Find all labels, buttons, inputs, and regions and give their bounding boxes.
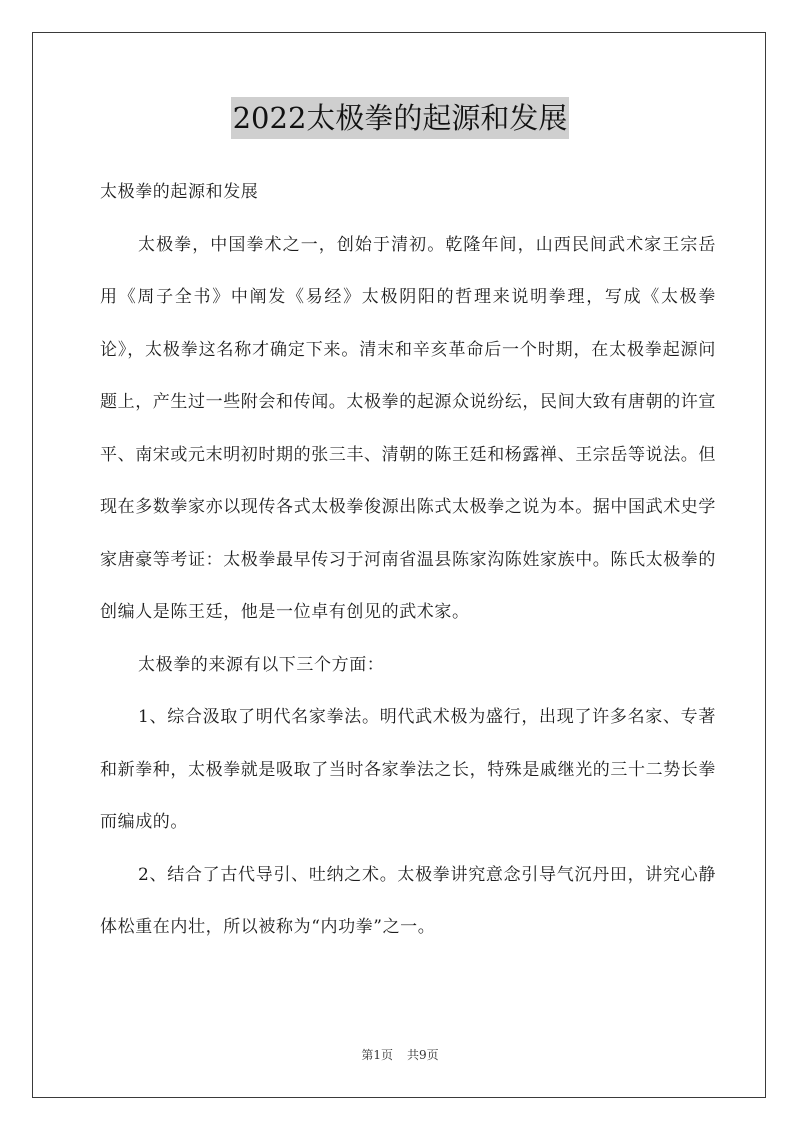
page-total: 共9页	[407, 1048, 439, 1062]
paragraph: 太极拳的来源有以下三个方面：	[138, 654, 385, 675]
title-container	[0, 97, 800, 139]
paragraph: 1、综合汲取了明代名家拳法。明代武术极为盛行，出现了许多名家、专著和新拳种，太极拳就是吸取了当时各家拳法之长，特殊是戚继光的三十二势长拳而编成的。	[100, 707, 716, 832]
paragraph: 2、结合了古代导引、吐纳之术。太极拳讲究意念引导气沉丹田，讲究心静体松重在内壮，所以被称为“内功拳”之一。	[100, 864, 716, 937]
document-subtitle: 太极拳的起源和发展	[100, 182, 259, 202]
page-number: 第1页	[361, 1048, 393, 1062]
document-body	[100, 166, 716, 954]
page-footer	[0, 1046, 800, 1063]
document-title: 2022太极拳的起源和发展	[231, 97, 570, 139]
paragraph: 太极拳，中国拳术之一，创始于清初。乾隆年间，山西民间武术家王宗岳用《周子全书》中阐发《易经》太极阴阳的哲理来说明拳理，写成《太极拳论》，太极拳这名称才确定下来。清末和辛亥革命后一个时期，在太极拳起源问题上，产生过一些附会和传闻。太极拳的起源众说纷纭，民间大致有唐朝的许宣平、南宋或元末明初时期的张三丰、清朝的陈王廷和杨露禅、王宗岳等说法。但现在多数拳家亦以现传各式太极拳俊源出陈式太极拳之说为本。据中国武术史学家唐豪等考证：太极拳最早传习于河南省温县陈家沟陈姓家族中。陈氏太极拳的创编人是陈王廷，他是一位卓有创见的武术家。	[100, 234, 716, 622]
